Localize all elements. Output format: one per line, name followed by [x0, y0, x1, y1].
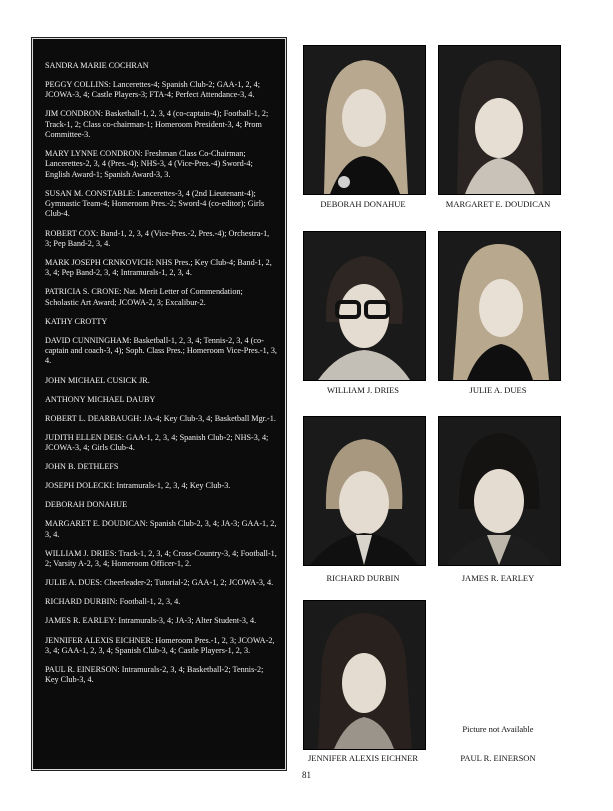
bio-entry: JAMES R. EARLEY: Intramurals-3, 4; JA-3; Alter Student-3, 4. [45, 616, 257, 626]
bio-entry: MARK JOSEPH CRNKOVICH: NHS Pres.; Key Club-4; Band-1, 2, 3, 4; Pep Band-2, 3, 4; Intramurals-1, 2, 3, 4. [45, 257, 272, 278]
portrait-richard-durbin [303, 416, 426, 566]
portrait-deborah-donahue [303, 45, 426, 195]
bio-entry: MARGARET E. DOUDICAN: Spanish Club-2, 3, 4; JA-3; GAA-1, 2, 3, 4. [45, 519, 277, 539]
bio-entry: JULIE A. DUES: Cheerleader-2; Tutorial-2; GAA-1, 2; JCOWA-3, 4. [45, 578, 274, 588]
portrait-margaret-doudican [438, 45, 561, 195]
caption-richard-durbin: RICHARD DURBIN [326, 573, 400, 583]
bio-entry: SUSAN M. CONSTABLE: Lancerettes-3, 4 (2nd Lieutenant-4); Gymnastic Team-4; Homeroom Pres.-2; Sword-4 (co-editor); Girls Club-4. [45, 188, 265, 219]
bio-panel [32, 38, 286, 770]
bio-entry: SANDRA MARIE COCHRAN [45, 61, 149, 70]
bio-entry: DEBORAH DONAHUE [45, 500, 128, 510]
bio-entry: WILLIAM J. DRIES: Track-1, 2, 3, 4; Cross-Country-3, 4; Football-1, 2; Varsity A-2, 3, 4; Homeroom Officer-1, 2. [45, 548, 277, 569]
bio-entry: MARY LYNNE CONDRON: Freshman Class Co-Chairman; Lancerettes-2, 3, 4 (Pres.-4); NHS-3, 4 (Vice-Pres.-4) Sword-4; English Award-1; Spanish Award-3, 3. [45, 149, 253, 179]
bio-entry: JUDITH ELLEN DEIS: GAA-1, 2, 3, 4; Spanish Club-2; NHS-3, 4; JCOWA-3, 4; Girls Club-4. [45, 432, 269, 453]
bio-entry: ROBERT COX: Band-1, 2, 3, 4 (Vice-Pres.-2, Pres.-4); Orchestra-1, 3; Pep Band-2, 3, 4. [45, 228, 270, 248]
bio-entry: RICHARD DURBIN: Football-1, 2, 3, 4. [45, 597, 181, 607]
bio-entry: JENNIFER ALEXIS EICHNER: Homeroom Pres.-1, 2, 3; JCOWA-2, 3, 4; GAA-1, 2, 3, 4; Spanish Club-3, 4; Castle Players-1, 2, 3. [45, 635, 275, 655]
bio-entry: KATHY CROTTY [45, 316, 108, 326]
bio-entry: ANTHONY MICHAEL DAUBY [45, 394, 156, 404]
caption-james-earley: JAMES R. EARLEY [461, 573, 535, 583]
bio-entry: ROBERT L. DEARBAUGH: JA-4; Key Club-3, 4; Basketball Mgr.-1. [45, 413, 276, 423]
caption-jennifer-eichner: JENNIFER ALEXIS EICHNER [307, 753, 419, 763]
caption-julie-dues: JULIE A. DUES [469, 385, 527, 395]
bio-entry: JIM CONDRON: Basketball-1, 2, 3, 4 (co-captain-4); Football-1, 2; Track-1, 2; Class co-chairman-1; Homeroom President-3, 4; Prom Committee-3. [45, 109, 269, 140]
portrait-julie-dues [438, 231, 561, 381]
portrait-jennifer-eichner [303, 600, 426, 750]
bio-entry: JOSEPH DOLECKI: Intramurals-1, 2, 3, 4; Key Club-3. [45, 481, 231, 491]
bio-entry: DAVID CUNNINGHAM: Basketball-1, 2, 3, 4; Tennis-2, 3, 4 (co-captain and coach-3, 4); Soph. Class Pres.; Homeroom Vice-Pres.-1, 3, 4. [45, 335, 277, 366]
bio-entry: JOHN MICHAEL CUSICK JR. [45, 375, 150, 385]
caption-margaret-doudican: MARGARET E. DOUDICAN [445, 199, 551, 209]
page-number: 81 [302, 770, 311, 780]
caption-william-dries: WILLIAM J. DRIES [326, 385, 399, 395]
bio-entry: PATRICIA S. CRONE: Nat. Merit Letter of Commendation; Scholastic Art Award; JCOWA-2, 3; Excalibur-2. [45, 287, 243, 307]
portrait-james-earley [438, 416, 561, 566]
bio-entry: PEGGY COLLINS: Lancerettes-4; Spanish Club-2; GAA-1, 2, 4; JCOWA-3, 4; Castle Players-3; FTA-4; Perfect Attendance-3, 4. [45, 80, 261, 100]
caption-deborah-donahue: DEBORAH DONAHUE [320, 199, 406, 209]
picture-not-available-text: Picture not Available [462, 724, 534, 734]
bio-entry: JOHN B. DETHLEFS [45, 462, 119, 472]
portrait-william-dries [303, 231, 426, 381]
caption-paul-einerson: PAUL R. EINERSON [460, 753, 536, 763]
bio-entry: PAUL R. EINERSON: Intramurals-2, 3, 4; Basketball-2; Tennis-2; Key Club-3, 4. [45, 664, 264, 685]
